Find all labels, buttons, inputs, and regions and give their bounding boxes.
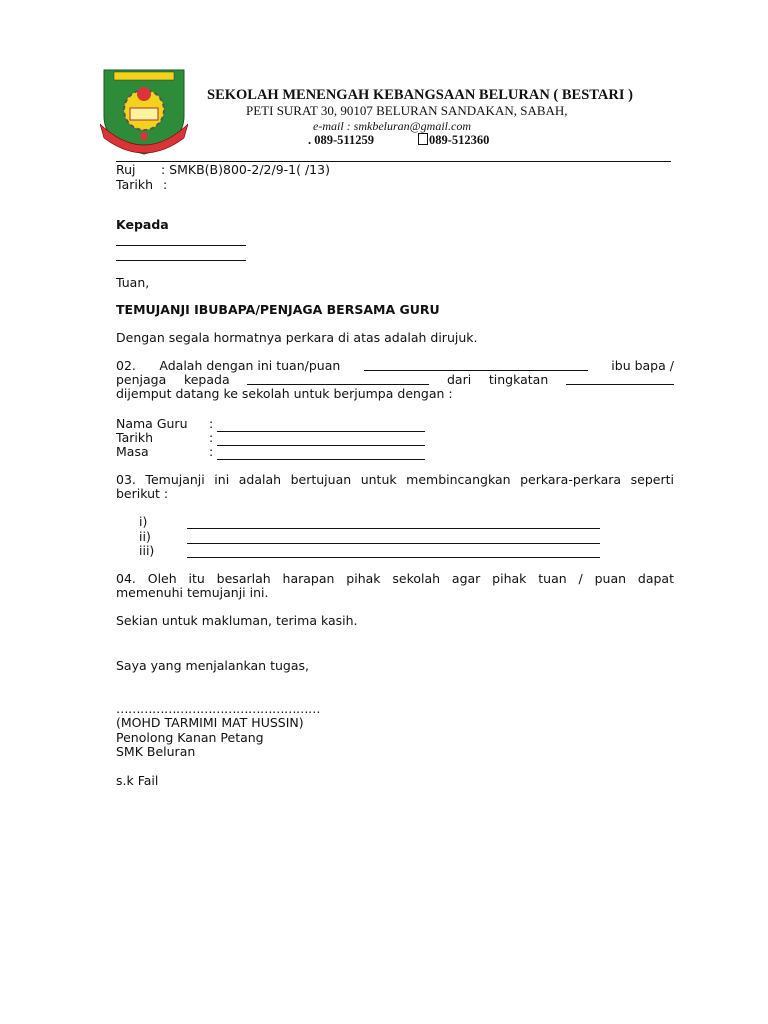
date-label: Tarikh (116, 177, 153, 192)
date-value: : (163, 177, 168, 192)
paragraph-02 (116, 359, 674, 401)
text: tingkatan (488, 372, 549, 387)
field-line (217, 445, 425, 446)
school-logo (100, 66, 188, 158)
blank-line (566, 373, 674, 385)
para-number: 02. (116, 358, 136, 373)
signatory-name: (MOHD TARMIMI MAT HUSSIN) (116, 715, 304, 730)
paragraph-03-line1: 03. Temujanji ini adalah bertujuan untuk membincangkan perkara-perkara seperti (116, 472, 674, 487)
field-sep: : (209, 416, 214, 431)
blank-line (364, 359, 588, 371)
cc: s.k Fail (116, 773, 159, 788)
signatory-org: SMK Beluran (116, 744, 196, 759)
field-sep: : (209, 430, 214, 445)
recipient-label: Kepada (116, 217, 169, 232)
item-label: iii) (139, 543, 155, 558)
item-line (187, 528, 600, 529)
school-email: e-mail : smkbeluran@gmail.com (313, 119, 472, 133)
school-address: PETI SURAT 30, 90107 BELURAN SANDAKAN, SABAH, (246, 103, 568, 118)
field-label: Nama Guru (116, 416, 188, 431)
closing: Sekian untuk makluman, terima kasih. (116, 613, 358, 628)
ref-label: Ruj (116, 162, 136, 177)
field-sep: : (209, 444, 214, 459)
paragraph-04-line1: 04. Oleh itu besarlah harapan pihak sekolah agar pihak tuan / puan dapat (116, 571, 674, 586)
text: dari (446, 372, 472, 387)
field-label: Tarikh (116, 430, 153, 445)
subject: TEMUJANJI IBUBAPA/PENJAGA BERSAMA GURU (116, 302, 440, 317)
paragraph-03-line2: berikut : (116, 486, 169, 501)
signoff: Saya yang menjalankan tugas, (116, 658, 309, 673)
phone-icon: . (308, 133, 315, 147)
signature-line: …………………………………………… (116, 701, 320, 716)
item-line (187, 543, 600, 544)
text: dijemput datang ke sekolah untuk berjumpa dengan : (116, 386, 453, 401)
text: penjaga (116, 372, 167, 387)
item-label: i) (139, 514, 148, 529)
intro: Dengan segala hormatnya perkara di atas adalah dirujuk. (116, 330, 478, 345)
recipient-line (116, 245, 246, 246)
text: ibu bapa / (611, 358, 674, 373)
item-label: ii) (139, 529, 151, 544)
signatory-title: Penolong Kanan Petang (116, 730, 264, 745)
field-line (217, 431, 425, 432)
phone-number: . 089-511259 (308, 133, 374, 147)
blank-line (247, 373, 429, 385)
school-name: SEKOLAH MENENGAH KEBANGSAAN BELURAN ( BESTARI ) (207, 87, 633, 103)
salutation: Tuan, (116, 275, 150, 290)
ref-value: : SMKB(B)800-2/2/9-1( /13) (161, 162, 330, 177)
item-line (187, 557, 600, 558)
text: kepada (183, 372, 230, 387)
paragraph-04-line2: memenuhi temujanji ini. (116, 585, 269, 600)
recipient-line (116, 260, 246, 261)
field-line (217, 459, 425, 460)
text: Adalah dengan ini tuan/puan (159, 358, 341, 373)
fax-icon (418, 133, 428, 145)
field-label: Masa (116, 444, 149, 459)
fax-number: 089-512360 (418, 133, 489, 147)
